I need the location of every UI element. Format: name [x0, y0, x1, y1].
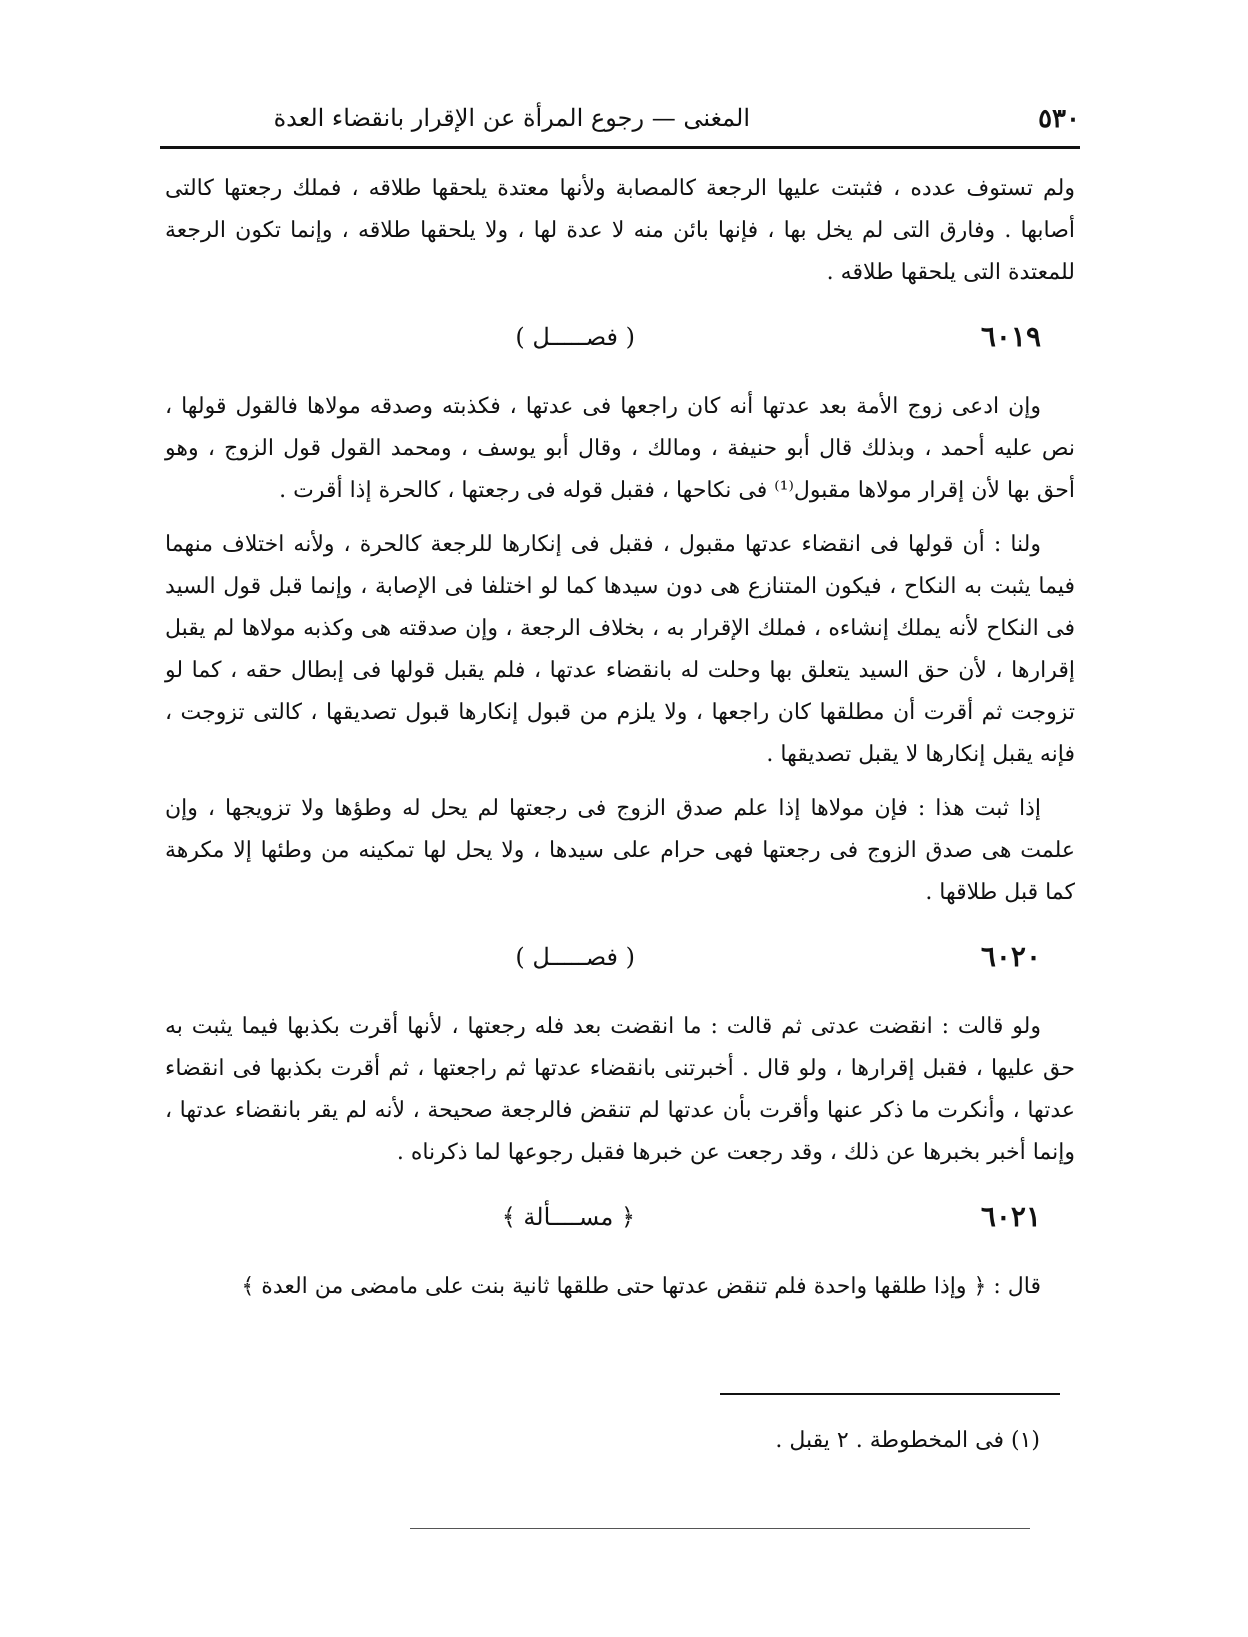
running-title: المغنى — رجوع المرأة عن الإقرار بانقضاء العدة	[273, 104, 750, 132]
bottom-rule	[410, 1528, 1030, 1529]
intro-paragraph: ولم تستوف عدده ، فثبتت عليها الرجعة كالمصابة ولأنها معتدة يلحقها طلاقه ، فملك رجعتها كالتى أصابها . وفارق التى لم يخل بها ، فإنها بائن منه لا عدة لها ، ولا يلحقها طلاقه ، وإنما تكون الرجعة للمعتدة التى يلحقها طلاقه .	[165, 176, 1075, 285]
section-title: ﴿ مســــألة ﴾	[501, 1203, 635, 1231]
section-heading-6021	[165, 1196, 1075, 1248]
page-body	[165, 168, 1075, 1320]
page-number: ٥٣٠	[1038, 104, 1080, 134]
section-heading-6019	[165, 316, 1075, 368]
paragraph: إذا ثبت هذا : فإن مولاها إذا علم صدق الزوج فى رجعتها لم يحل له وطؤها ولا تزويجها ، وإن علمت هى صدق الزوج فى رجعتها فهى حرام على سيدها ، ولا يحل لها تمكينه من وطئها إلا مكرهة كما قبل طلاقها .	[165, 796, 1075, 905]
header-rule	[160, 146, 1080, 149]
paragraph: ولو قالت : انقضت عدتى ثم قالت : ما انقضت بعد فله رجعتها ، لأنها أقرت بكذبها فيما يثبت به حق عليها ، فقبل إقرارها ، ولو قال . أخبرتنى بانقضاء عدتها ثم راجعتها ، ثم أقرت بكذبها فى انقضاء عدتها ، وأنكرت ما ذكر عنها وأقرت بأن عدتها لم تنقض فالرجعة صحيحة ، لأنه لم يقر بانقضاء عدتها ، وإنما أخبر بخبرها عن ذلك ، وقد رجعت عن خبرها فقبل رجوعها لما ذكرناه .	[165, 1014, 1075, 1165]
section-title: ( فصـــــل )	[515, 943, 635, 971]
footnote: (١) فى المخطوطة . ٢ يقبل .	[775, 1428, 1040, 1453]
paragraph: وإن ادعى زوج الأمة بعد عدتها أنه كان راجعها فى عدتها ، فكذبته وصدقه مولاها فالقول قولها ، نص عليه أحمد ، وبذلك قال أبو حنيفة ، ومالك ، وقال أبو يوسف ، ومحمد القول قول الزوج ، وهو أحق بها لأن إقرار مولاها مقبول⁽¹⁾ فى نكاحها ، فقبل قوله فى رجعتها ، كالحرة إذا أقرت .	[165, 394, 1075, 503]
section-number: ٦٠٢٠	[980, 940, 1041, 973]
section-number: ٦٠١٩	[980, 320, 1041, 353]
page-header	[160, 100, 1080, 140]
paragraph: ولنا : أن قولها فى انقضاء عدتها مقبول ، فقبل فى إنكارها للرجعة كالحرة ، ولأنه اختلاف منهما فيما يثبت به النكاح ، فيكون المتنازع هى دون سيدها كما لو اختلفا فى الإصابة ، وإنما قبل قول السيد فى النكاح لأنه يملك إنشاءه ، فملك الإقرار به ، بخلاف الرجعة ، وإن صدقته هى وكذبه مولاها لم يقبل إقرارها ، لأن حق السيد يتعلق بها وحلت له بانقضاء عدتها ، فلم يقبل قولها فى إبطال حقه ، كما لو تزوجت ثم أقرت أن مطلقها كان راجعها ، ولا يلزم من قبول إنكارها قبول تصديقها ، كالتى تزوجت ، فإنه يقبل إنكارها لا يقبل تصديقها .	[165, 532, 1075, 767]
footnote-rule	[720, 1393, 1060, 1395]
section-title: ( فصـــــل )	[515, 323, 635, 351]
section-number: ٦٠٢١	[980, 1200, 1041, 1233]
section-heading-6020	[165, 936, 1075, 988]
paragraph: قال : ﴿ وإذا طلقها واحدة فلم تنقض عدتها حتى طلقها ثانية بنت على مامضى من العدة ﴾	[241, 1274, 1041, 1299]
